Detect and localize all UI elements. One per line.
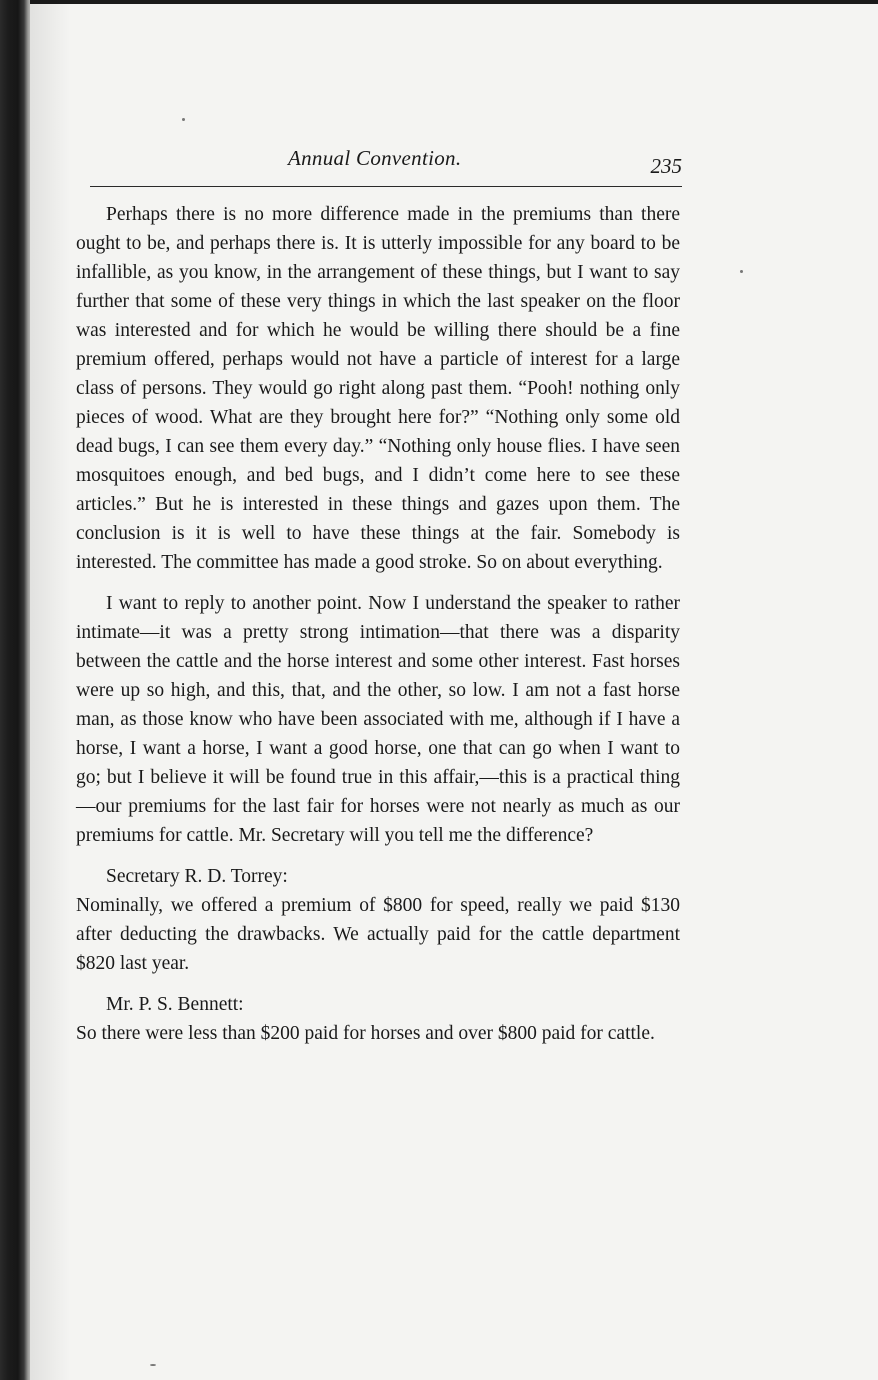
body-text <box>76 200 680 1048</box>
header-rule <box>90 186 682 187</box>
page-gutter-shadow <box>30 0 70 1380</box>
paper-speck <box>740 270 743 273</box>
speaker-label-torrey: Secretary R. D. Torrey: <box>106 866 288 887</box>
running-title: Annual Convention. <box>288 146 462 170</box>
page-top-edge <box>0 0 878 4</box>
page-number: 235 <box>650 154 682 178</box>
speaker-label-bennett: Mr. P. S. Bennett: <box>106 994 244 1015</box>
reply-bennett: So there were less than $200 paid for horses and over $800 paid for cattle. <box>76 1023 655 1044</box>
page-header <box>90 140 682 184</box>
paragraph-premiums: Perhaps there is no more difference made in the premiums than there ought to be, and perhaps there is. It is utterly impossible for any board to be infallible, as you know, in the arrangement of these things, but I want to say further that some of these very things in which the last speaker on the floor was interested and for which he would be willing there should be a fine premium offered, perhaps would not have a particle of interest for a large class of persons. They would go right along past them. “Pooh! nothing only pieces of wood. What are they brought here for?” “Nothing only some old dead bugs, I can see them every day.” “Nothing only house flies. I have seen mosquitoes enough, and bed bugs, and I didn’t come here to see these articles.” But he is interested in these things and gazes upon them. The conclusion is it is well to have these things at the fair. Somebody is interested. The committee has made a good stroke. So on about everything. <box>76 204 680 573</box>
book-binding-edge <box>0 0 30 1380</box>
reply-torrey: Nominally, we offered a premium of $800 for speed, really we paid $130 after deducting the drawbacks. We actually paid for the cattle department $820 last year. <box>76 895 680 974</box>
paper-speck <box>182 118 185 121</box>
paragraph-reply-point: I want to reply to another point. Now I understand the speaker to rather intimate—it was a pretty strong intimation—that there was a disparity between the cattle and the horse interest and some other interest. Fast horses were up so high, and this, that, and the other, so low. I am not a fast horse man, as those know who have been associated with me, although if I have a horse, I want a horse, I want a good horse, one that can go when I want to go; but I believe it will be found true in this affair,—this is a practical thing—our premiums for the last fair for horses were not nearly as much as our premiums for cattle. Mr. Secretary will you tell me the difference? <box>76 593 680 846</box>
paper-speck <box>150 1364 156 1366</box>
